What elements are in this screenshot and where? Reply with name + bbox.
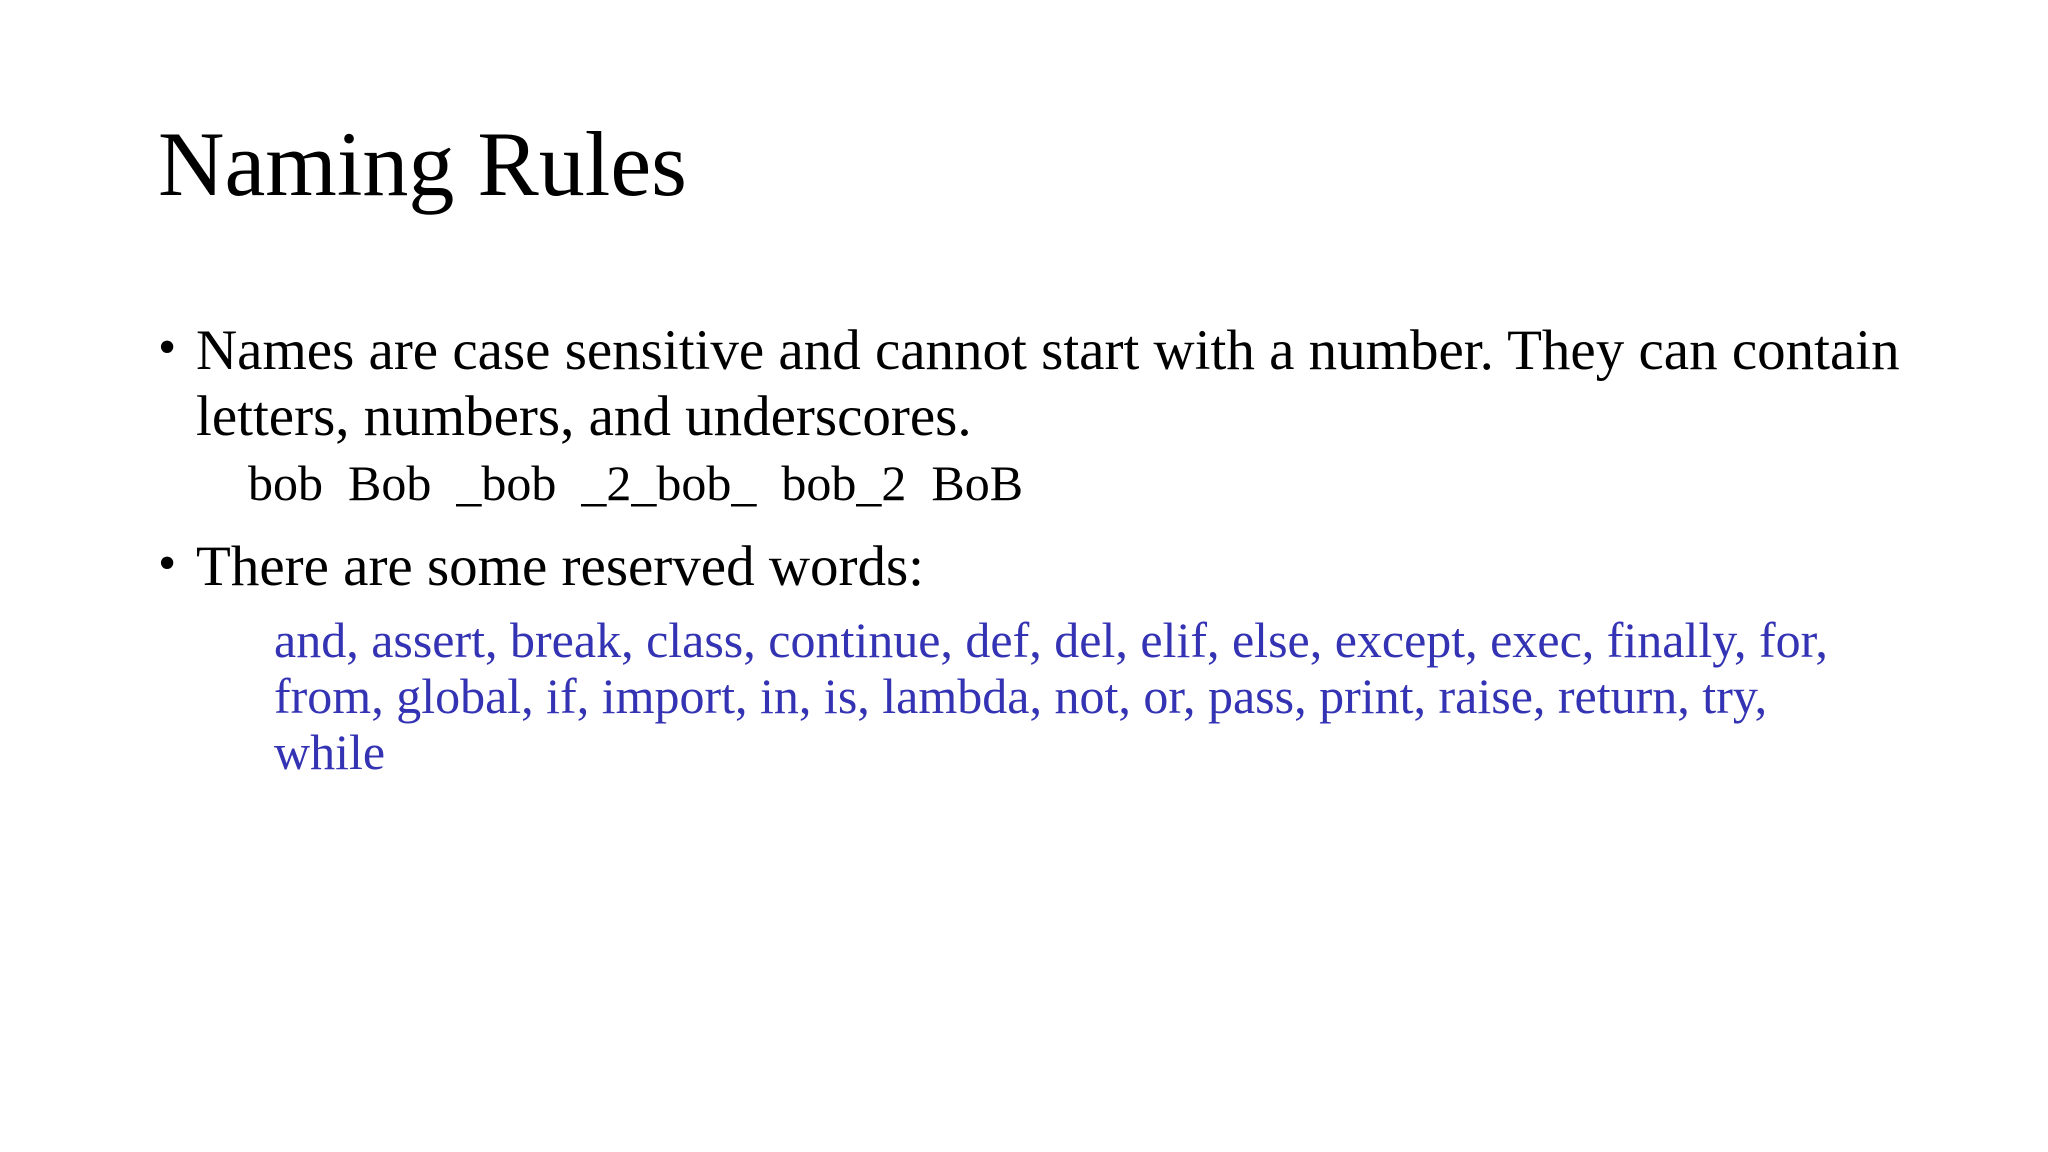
name-examples: bob Bob _bob _2_bob_ bob_2 BoB xyxy=(248,455,1024,511)
slide-title: Naming Rules xyxy=(158,113,687,215)
bullet-text: Names are case sensitive and cannot start with a number. They can contain letters, numbers, and underscores. xyxy=(196,319,1900,448)
bullet-text: There are some reserved words: xyxy=(196,535,925,598)
reserved-words-line: and, assert, break, class, continue, def, del, elif, else, except, exec, finally, for, xyxy=(274,612,1828,668)
reserved-words-line: while xyxy=(274,724,386,780)
bullet-row xyxy=(158,534,1918,600)
reserved-words-line: from, global, if, import, in, is, lambda, not, or, pass, print, raise, return, try, xyxy=(274,668,1768,724)
reserved-words-list xyxy=(274,612,1914,780)
bullet-dot-icon: • xyxy=(158,535,177,592)
bullet-row xyxy=(158,318,1918,450)
bullet-dot-icon: • xyxy=(158,319,177,376)
bullet-case-sensitivity xyxy=(158,318,1918,450)
bullet-reserved-words xyxy=(158,534,1918,600)
